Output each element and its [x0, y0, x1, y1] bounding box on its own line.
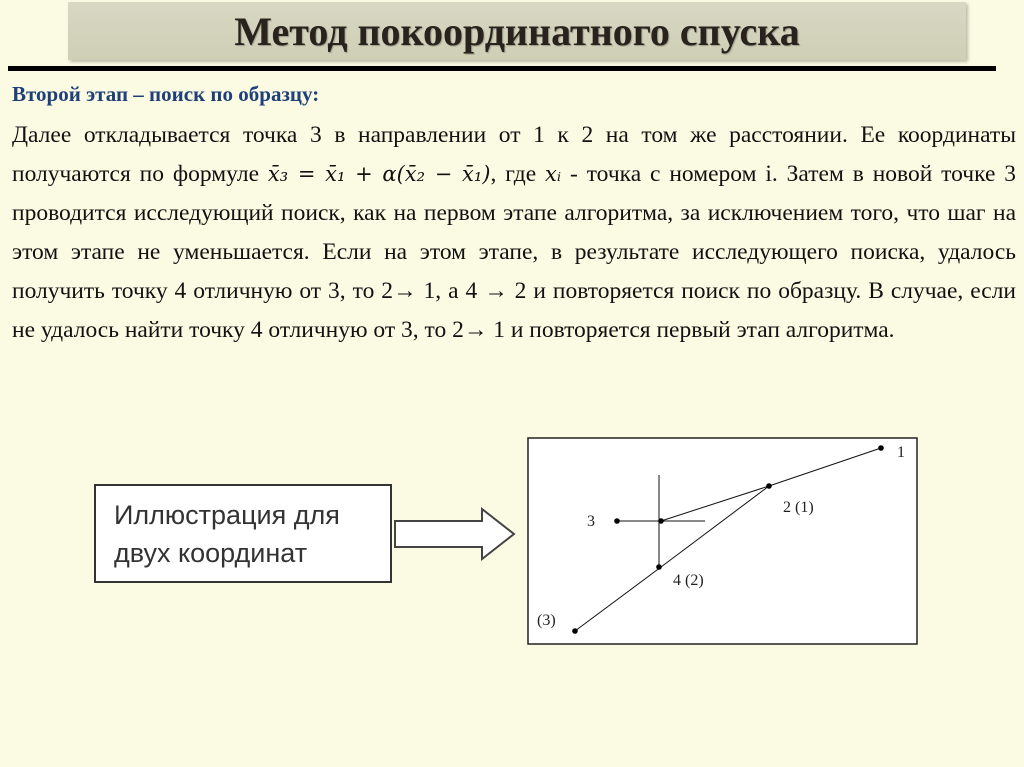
point-4	[656, 564, 662, 570]
point-3-bracket	[572, 628, 578, 634]
label-3: 3	[587, 513, 595, 530]
body-text	[12, 116, 1016, 350]
paragraph-part2: , где	[490, 161, 546, 187]
section-subtitle: Второй этап – поиск по образцу:	[12, 82, 320, 106]
label-3-bracket: (3)	[537, 612, 556, 629]
right-arrow-icon	[394, 507, 516, 561]
illustration-callout	[94, 484, 392, 583]
callout-line1: Иллюстрация для	[114, 500, 340, 530]
callout-line2: двух координат	[114, 538, 308, 568]
figure-frame	[528, 438, 917, 644]
search-illustration	[527, 437, 919, 647]
paragraph-part3: - точка с номером i. Затем в новой точке 3 проводится исследующий поиск, как на первом этапе алгоритма, за исключением того, что шаг на этом этапе не уменьшается. Если на этом этапе, в результате исследующего поиска, удалось получить точку 4 отличную от 3, то 2→ 1, а 4 → 2 и повторяется поиск по образцу. В случае, если не удалось найти точку 4 отличную от 3, то 2→ 1 и повторяется первый этап алгоритма.	[12, 161, 1017, 343]
slide-title: Метод покоординатного спуска	[234, 8, 800, 54]
formula-xi: xᵢ	[545, 162, 562, 186]
title-bar	[68, 2, 966, 60]
body-paragraph	[12, 116, 1016, 350]
point-center	[658, 518, 664, 524]
formula: x̄₃ = x̄₁ + α(x̄₂ − x̄₁)	[267, 162, 491, 186]
label-4: 4 (2)	[673, 572, 704, 589]
label-1: 1	[897, 444, 905, 461]
paragraph-part1: Далее откладывается точка 3 в направлении от 1 к 2 на том же расстоянии. Ее координаты получаются по формуле	[12, 122, 1016, 187]
point-2	[766, 483, 772, 489]
label-2: 2 (1)	[783, 499, 814, 516]
point-3	[614, 518, 620, 524]
point-1	[878, 445, 884, 451]
title-divider	[8, 66, 996, 71]
